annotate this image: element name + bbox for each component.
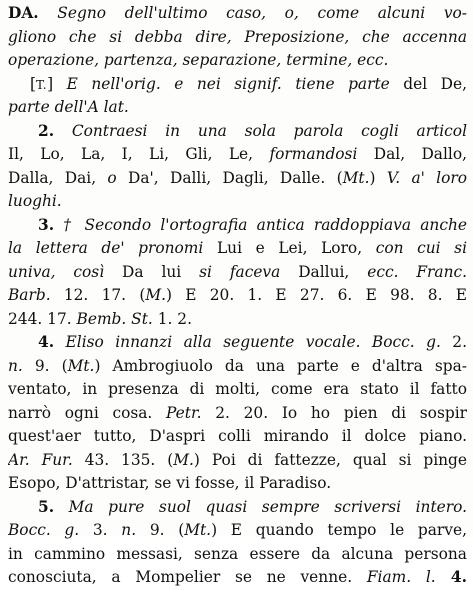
text-run: Ar. Fur. [8, 450, 73, 469]
text-run: 9. ( [22, 356, 68, 375]
text-line [8, 120, 467, 144]
text-run: Dallui, [280, 262, 368, 281]
text-run: Dal, Dallo, [357, 145, 467, 163]
text-line [8, 261, 467, 285]
text-run: ) Ambrogiuolo da una parte e d'altra spa- [94, 356, 467, 375]
text-run: 43. 135. ( [72, 450, 174, 469]
text-run: Da lui [104, 262, 200, 281]
text-run: Bocc. g. [8, 521, 80, 539]
text-line [8, 26, 467, 50]
text-run: Segno dell'ultimo caso, o, come alcuni vo- [38, 4, 467, 22]
text-run: parte dell'A lat. [8, 98, 129, 116]
text-line [8, 214, 467, 238]
text-run: Esopo, D'attristar, se vi fosse, il Paradiso. [8, 474, 332, 492]
text-run: conosciuta, a Mompelier se ne venne. [8, 568, 367, 586]
text-run: formandosi [269, 145, 358, 163]
text-run: M. [145, 286, 166, 304]
text-run: o [107, 168, 117, 187]
text-run: univa, così [8, 262, 105, 281]
text-run: Mt. [184, 521, 212, 539]
text-run: 244. 17. [8, 309, 77, 328]
text-run: narrò ogni cosa. [8, 403, 167, 422]
text-run: ) E 20. 1. E 27. 6. E 98. 8. E [165, 286, 467, 304]
text-line [8, 449, 467, 473]
text-line [8, 49, 467, 73]
text-run: operazione, partenza, separazione, termine, ecc. [8, 51, 389, 69]
text-run: ) [369, 168, 387, 187]
text-line [8, 284, 467, 308]
sense-number: 2. [38, 121, 55, 140]
text-run: 1. 2. [152, 309, 192, 328]
text-run: Lui e Lei, Loro, [203, 239, 376, 257]
text-run: Il, Lo, La, I, Li, Gli, Le, [8, 145, 270, 163]
text-line [8, 543, 467, 567]
source-abbrev: T. [36, 77, 48, 92]
text-run: 2. [440, 333, 467, 351]
text-run: luoghi. [8, 192, 62, 210]
text-line [8, 167, 467, 191]
text-run: M. [173, 450, 194, 469]
text-run: ) Poi di fattezze, qual si pinge [193, 450, 467, 469]
text-run: Petr. [166, 403, 202, 422]
text-run: si faceva [199, 262, 281, 281]
text-line [8, 73, 467, 97]
text-run: 2. 20. Io ho pien di sospir [201, 403, 467, 422]
text-run: gliono che si debba dire, Preposizione, che accenna [8, 27, 467, 46]
text-run: Bemb. St. [76, 309, 153, 328]
text-line [8, 237, 467, 261]
text-run: ] [47, 74, 54, 93]
sense-number: 5. [38, 497, 55, 516]
text-run: Ma pure suol quasi sempre scriversi intero. [54, 497, 467, 516]
text-line [8, 519, 467, 543]
text-line [8, 96, 467, 120]
text-line [8, 425, 467, 449]
text-run: n. [8, 356, 23, 375]
text-run: ventato, in presenza di molti, come era stato il fatto [8, 380, 467, 398]
text-run: con cui si [375, 239, 467, 257]
entry-headword: DA. [8, 4, 39, 22]
text-line [8, 566, 467, 590]
text-run: 4. [435, 568, 467, 586]
text-run: la lettera de' pronomi [8, 239, 204, 257]
text-run: del De, [389, 74, 467, 93]
text-line [8, 190, 467, 214]
text-run: E nell'orig. e nei signif. tiene parte [53, 74, 390, 93]
text-run: 3. [79, 521, 122, 539]
text-run: † Secondo l'ortografia antica raddoppiava anche [54, 215, 467, 234]
text-run: [ [30, 74, 37, 93]
text-run: V. a' loro [386, 168, 467, 187]
text-line [8, 402, 467, 426]
text-run: 12. 17. ( [50, 286, 146, 304]
text-run: Dalla, Dai, [8, 168, 108, 187]
text-line [8, 331, 467, 355]
text-line [8, 2, 467, 26]
sense-number: 3. [38, 215, 55, 234]
text-line [8, 378, 467, 402]
text-run: Mt. [342, 168, 370, 187]
text-run: 9. ( [136, 521, 185, 539]
text-run: ) E quando tempo le parve, [211, 521, 467, 539]
text-line [8, 308, 467, 332]
text-run: Contraesi in una sola parola cogli articol [54, 121, 467, 140]
text-run: ecc. Franc. [367, 262, 467, 281]
text-line [8, 143, 467, 167]
sense-number: 4. [38, 333, 55, 351]
text-run: quest'aer tutto, D'aspri colli mirando il dolce piano. [8, 427, 467, 445]
text-line [8, 496, 467, 520]
text-run: Mt. [67, 356, 95, 375]
text-line [8, 355, 467, 379]
text-run: in cammino messasi, senza essere da alcuna persona [8, 544, 467, 563]
text-run: Eliso innanzi alla seguente vocale. Bocc. g. [54, 333, 441, 351]
text-run: Fiam. l. [366, 568, 436, 586]
text-line [8, 472, 467, 496]
text-run: n. [121, 521, 137, 539]
text-run: Da', Dalli, Dagli, Dalle. ( [116, 168, 343, 187]
text-run: Barb. [8, 286, 51, 304]
